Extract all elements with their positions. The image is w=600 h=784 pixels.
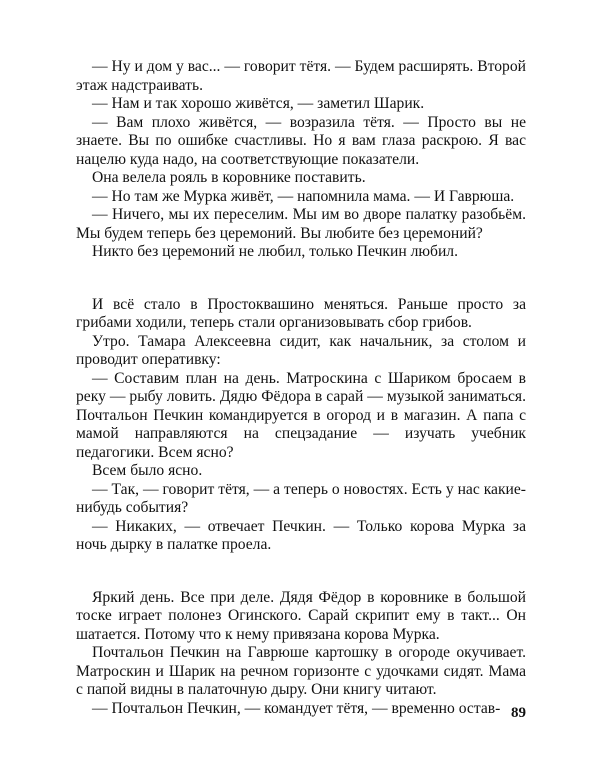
paragraph: И всё стало в Простоквашино меняться. Раньше просто за грибами ходили, теперь стали организовывать сбор грибов.	[76, 295, 526, 331]
section-break	[76, 262, 526, 296]
paragraph: Всем было ясно.	[92, 462, 203, 479]
paragraph: Утро. Тамара Алексеевна сидит, как начальник, за столом и проводит оперативку:	[76, 332, 526, 368]
paragraph: — Ну и дом у вас... — говорит тётя. — Будем расширять. Второй этаж надстраивать.	[76, 58, 526, 94]
paragraph: Она велела рояль в коровнике поставить.	[92, 169, 366, 186]
paragraph: Никто без церемоний не любил, только Печкин любил.	[92, 243, 458, 260]
paragraph: Яркий день. Все при деле. Дядя Фёдор в коровнике в большой тоске играет полонез Огинского. Сарай скрипит ему в такт... Он шатается. Потому что к нему привязана корова Мурка.	[76, 588, 526, 643]
section-break	[76, 555, 526, 589]
paragraph: Почтальон Печкин на Гаврюше картошку в огороде окучивает. Матроскин и Шарик на речном горизонте с удочками сидят. Мама с папой видны в палаточную дыру. Они книгу читают.	[76, 644, 526, 698]
page-number: 89	[511, 705, 526, 721]
paragraph: — Никаких, — отвечает Печкин. — Только корова Мурка за ночь дырку в палатке проела.	[76, 517, 526, 553]
section-2	[76, 296, 526, 555]
paragraph: — Нам и так хорошо живётся, — заметил Шарик.	[92, 95, 425, 112]
paragraph: — Так, — говорит тётя, — а теперь о новостях. Есть у нас какие-нибудь события?	[76, 480, 526, 516]
paragraph: — Составим план на день. Матроскина с Шариком бросаем в реку — рыбу ловить. Дядю Фёдора в сарай — музыкой заниматься. Почтальон Печкин командируется в огород и в магазин. А папа с мамой направляются на спецзадание — изучать учебник педагогики. Всем ясно?	[76, 369, 526, 461]
paragraph: — Вам плохо живётся, — возразила тётя. — Просто вы не знаете. Вы по ошибке счастливы. Но я вам глаза раскрою. Я вас нацелю куда надо, на соответствующие показатели.	[76, 113, 526, 168]
paragraph: — Почтальон Печкин, — командует тётя, — временно остав-	[92, 699, 501, 717]
section-3	[76, 589, 526, 719]
paragraph: — Но там же Мурка живёт, — напомнила мама. — И Гаврюша.	[92, 187, 515, 205]
page-text	[76, 58, 526, 718]
paragraph: — Ничего, мы их переселим. Мы им во дворе палатку разобьём. Мы будем теперь без церемоний. Вы любите без церемоний?	[76, 206, 526, 242]
section-1	[76, 58, 526, 262]
